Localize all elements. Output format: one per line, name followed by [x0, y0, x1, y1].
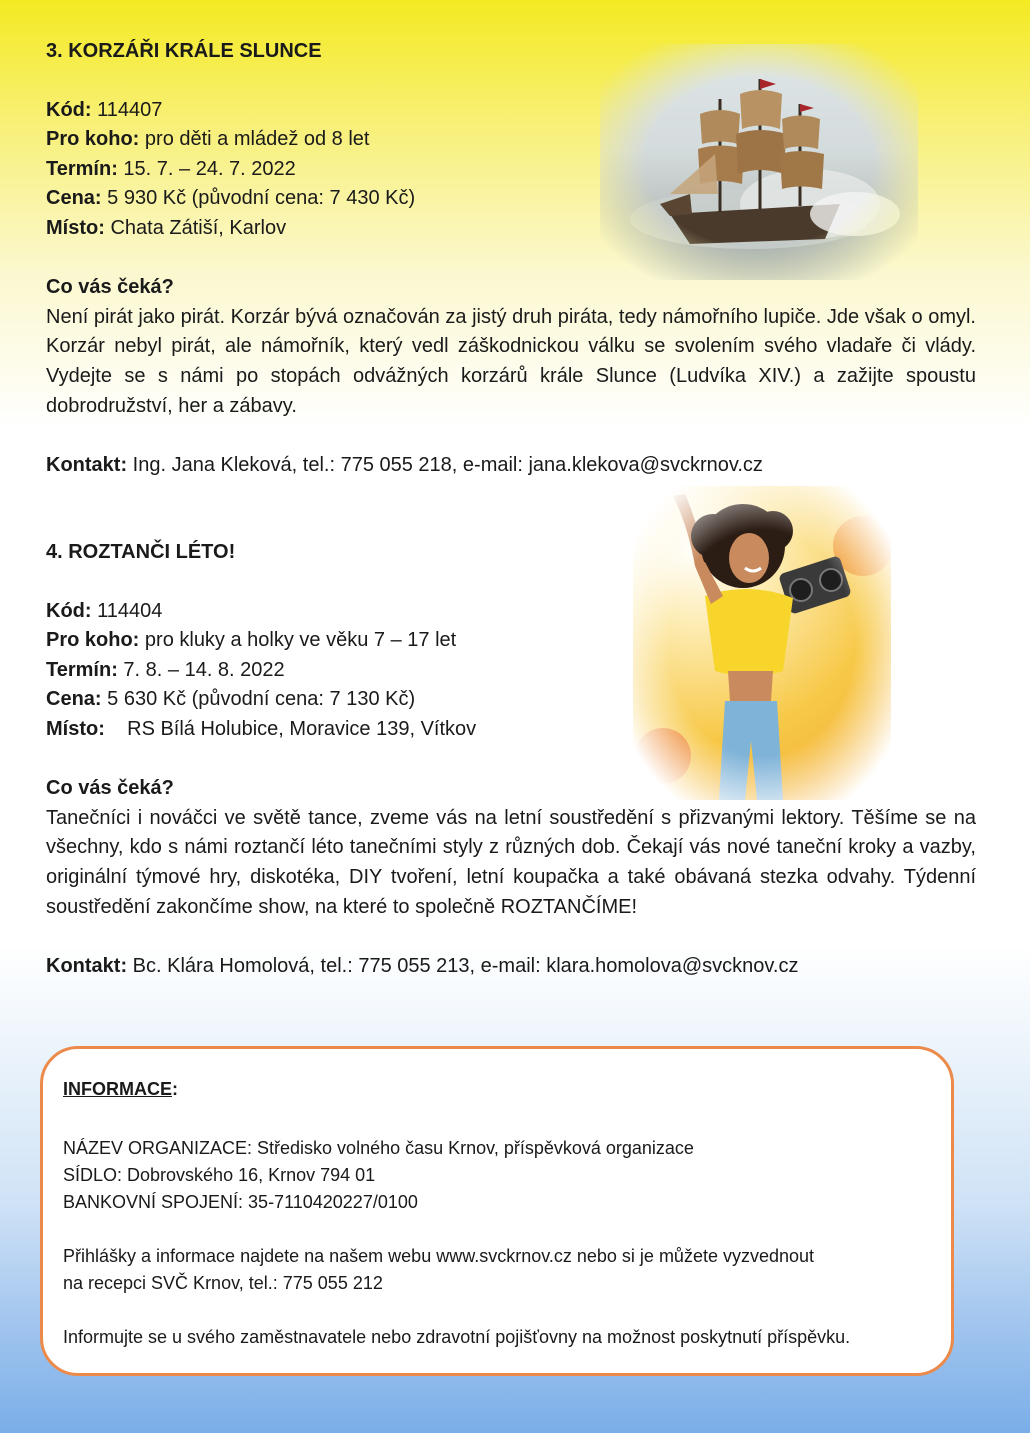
- term-row: Termín: 7. 8. – 14. 8. 2022: [46, 658, 285, 681]
- wait-heading: Co vás čeká?: [46, 276, 174, 299]
- web-line-2: na recepci SVČ Krnov, tel.: 775 055 212: [63, 1273, 383, 1293]
- place-row: Místo: Chata Zátiší, Karlov: [46, 216, 287, 239]
- dancer-illustration: [633, 486, 891, 800]
- description: Tanečníci i nováčci ve světě tance, zveme vás na letní soustředění s přizvanými lektory. Těšíme se na všechny, kdo s námi roztančí léto tanečními styly z různých dob. Čekají vás nové taneční kroky a vazby, originální týmové hry, diskotéka, DIY tvoření, letní koupačka a také obávaná stezka odvahy. Týdenní soustředění zakončíme show, na které to společně ROZTANČÍME!: [46, 806, 976, 918]
- price-row: Cena: 5 930 Kč (původní cena: 7 430 Kč): [46, 187, 416, 210]
- section-4-title: 4. ROZTANČI LÉTO!: [46, 541, 236, 563]
- bank-account: BANKOVNÍ SPOJENÍ: 35-7110420227/0100: [63, 1192, 418, 1212]
- org-seat: SÍDLO: Dobrovského 16, Krnov 794 01: [63, 1165, 376, 1185]
- pirate-ship-image: [600, 44, 918, 280]
- org-name: NÁZEV ORGANIZACE: Středisko volného času Krnov, příspěvková organizace: [63, 1138, 694, 1158]
- wait-heading: Co vás čeká?: [46, 777, 174, 800]
- code-row: Kód: 114407: [46, 98, 163, 121]
- code-row: Kód: 114404: [46, 599, 163, 622]
- contribution-note: Informujte se u svého zaměstnavatele nebo zdravotní pojišťovny na možnost poskytnutí příspěvku.: [63, 1327, 851, 1347]
- price-row: Cena: 5 630 Kč (původní cena: 7 130 Kč): [46, 688, 416, 711]
- audience-row: Pro koho: pro kluky a holky ve věku 7 – 17 let: [46, 629, 457, 652]
- section-3-title: 3. KORZÁŘI KRÁLE SLUNCE: [46, 40, 322, 62]
- web-line-1: Přihlášky a informace najdete na našem webu www.svckrnov.cz nebo si je můžete vyzvednout: [63, 1246, 815, 1266]
- contact-row: Kontakt: Bc. Klára Homolová, tel.: 775 055 213, e-mail: klara.homolova@svcknov.cz: [46, 954, 799, 977]
- term-row: Termín: 15. 7. – 24. 7. 2022: [46, 157, 296, 180]
- place-row: Místo: RS Bílá Holubice, Moravice 139, Vítkov: [46, 717, 477, 740]
- description: Není pirát jako pirát. Korzár bývá označován za jistý druh piráta, tedy námořního lupiče. Jde však o omyl. Korzár nebyl pirát, ale námořník, který vedl záškodnickou válku se svolením svého vladaře či vlády. Vydejte se s námi po stopách odvážných korzárů krále Slunce (Ludvíka XIV.) a zažijte spoustu dobrodružství, her a zábavy.: [46, 305, 976, 417]
- contact-row: Kontakt: Ing. Jana Kleková, tel.: 775 055 218, e-mail: jana.klekova@svckrnov.cz: [46, 453, 763, 476]
- audience-row: Pro koho: pro děti a mládež od 8 let: [46, 128, 370, 151]
- dancer-image: [633, 486, 891, 800]
- info-heading: INFORMACE:: [63, 1079, 178, 1099]
- info-box: [40, 1046, 954, 1376]
- ship-illustration: [600, 44, 918, 280]
